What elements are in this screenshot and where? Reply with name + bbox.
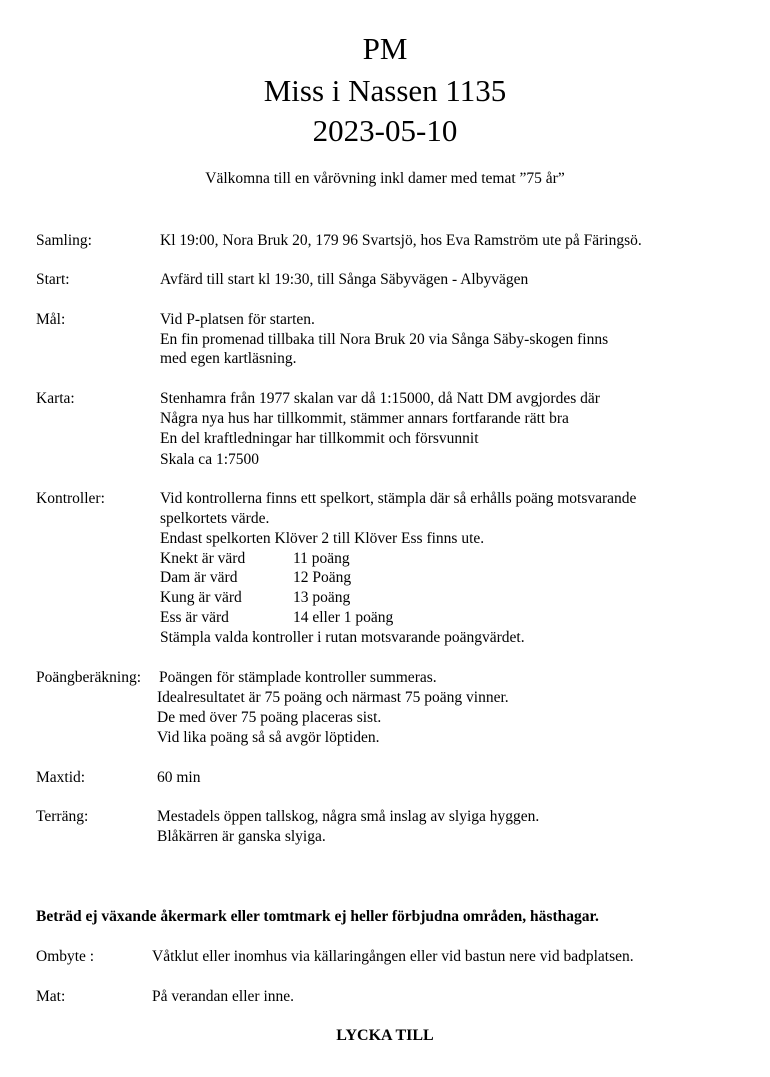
card-name: Kung är värd bbox=[160, 589, 242, 606]
terrang-line: Blåkärren är ganska slyiga. bbox=[157, 828, 326, 845]
mal-line: med egen kartläsning. bbox=[160, 350, 297, 367]
doc-title-event: Miss i Nassen 1135 bbox=[263, 73, 507, 108]
karta-line: Några nya hus har tillkommit, stämmer annars fortfarande rätt bra bbox=[160, 410, 569, 427]
warning-text: Beträd ej växande åkermark eller tomtmark ej heller förbjudna områden, hästhagar. bbox=[36, 908, 599, 925]
kontroller-line: Endast spelkorten Klöver 2 till Klöver Ess finns ute. bbox=[160, 530, 485, 547]
terrang-label: Terräng: bbox=[36, 808, 89, 825]
start-value: Avfärd till start kl 19:30, till Sånga Säbyvägen - Albyvägen bbox=[160, 271, 529, 288]
card-points: 12 Poäng bbox=[293, 569, 352, 586]
mal-line: En fin promenad tillbaka till Nora Bruk 20 via Sånga Säby-skogen finns bbox=[160, 331, 609, 348]
card-name: Ess är värd bbox=[160, 609, 229, 626]
karta-line: En del kraftledningar har tillkommit och försvunnit bbox=[160, 430, 479, 447]
card-points: 14 eller 1 poäng bbox=[293, 609, 394, 626]
doc-title-date: 2023-05-10 bbox=[312, 113, 458, 148]
card-points: 11 poäng bbox=[293, 550, 350, 567]
terrang-line: Mestadels öppen tallskog, några små inslag av slyiga hyggen. bbox=[157, 808, 540, 825]
samling-label: Samling: bbox=[36, 232, 92, 249]
poang-line: Vid lika poäng så så avgör löptiden. bbox=[157, 729, 380, 746]
karta-label: Karta: bbox=[36, 390, 75, 407]
card-points: 13 poäng bbox=[293, 589, 351, 606]
doc-title-pm: PM bbox=[362, 31, 408, 66]
kontroller-label: Kontroller: bbox=[36, 490, 105, 507]
closing-text: LYCKA TILL bbox=[336, 1027, 434, 1044]
mat-label: Mat: bbox=[36, 988, 66, 1005]
poang-first: Poängen för stämplade kontroller summeras. bbox=[159, 669, 437, 686]
maxtid-value: 60 min bbox=[157, 769, 201, 786]
ombyte-value: Våtklut eller inomhus via källaringången eller vid bastun nere vid badplatsen. bbox=[152, 948, 634, 965]
samling-value: Kl 19:00, Nora Bruk 20, 179 96 Svartsjö, hos Eva Ramström ute på Färingsö. bbox=[160, 232, 642, 249]
card-name: Knekt är värd bbox=[160, 550, 246, 567]
ombyte-label: Ombyte : bbox=[36, 948, 95, 965]
kontroller-line: Vid kontrollerna finns ett spelkort, stämpla där så erhålls poäng motsvarande bbox=[160, 490, 637, 507]
start-label: Start: bbox=[36, 271, 70, 288]
mal-label: Mål: bbox=[36, 311, 66, 328]
poang-line: Idealresultatet är 75 poäng och närmast 75 poäng vinner. bbox=[157, 689, 509, 706]
mal-line: Vid P-platsen för starten. bbox=[160, 311, 315, 328]
poang-label: Poängberäkning: bbox=[36, 669, 142, 686]
mat-value: På verandan eller inne. bbox=[152, 988, 295, 1005]
maxtid-label: Maxtid: bbox=[36, 769, 86, 786]
poang-line: De med över 75 poäng placeras sist. bbox=[157, 709, 382, 726]
karta-line: Stenhamra från 1977 skalan var då 1:15000, då Natt DM avgjordes där bbox=[160, 390, 600, 407]
card-name: Dam är värd bbox=[160, 569, 238, 586]
welcome-text: Välkomna till en vårövning inkl damer med temat ”75 år” bbox=[205, 170, 565, 187]
kontroller-last: Stämpla valda kontroller i rutan motsvarande poängvärdet. bbox=[160, 629, 525, 646]
karta-line: Skala ca 1:7500 bbox=[160, 451, 260, 468]
kontroller-line: spelkortets värde. bbox=[160, 510, 270, 527]
